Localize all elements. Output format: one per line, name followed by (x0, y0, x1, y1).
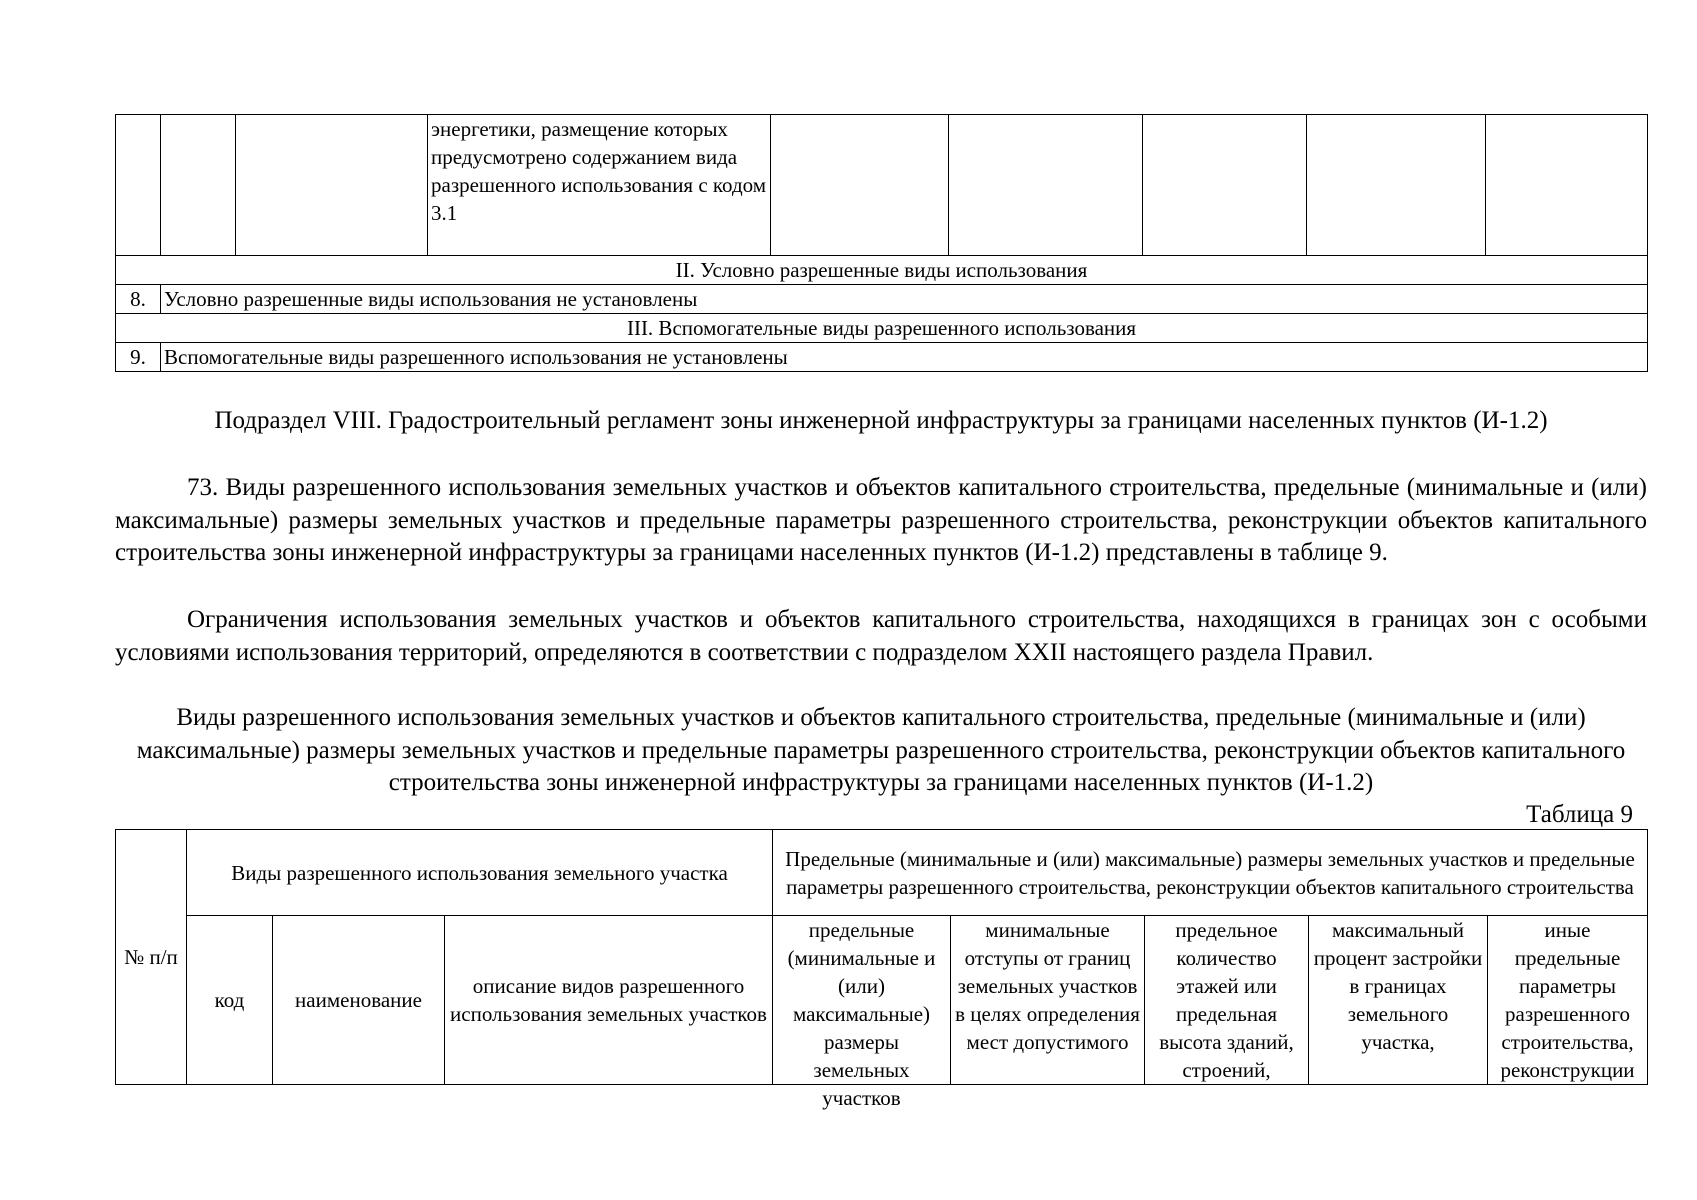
table-row (116, 343, 1648, 372)
table-cell (771, 115, 949, 256)
table-title: Виды разрешенного использования земельных участков и объектов капитального строительства, предельные (минимальные и (или) максимальные) размеры земельных участков и предельные параметры разрешенного строительства, реконструкции объектов капитального строительства зоны инженерной инфраструктуры за границами населенных пунктов (И-1.2) (136, 704, 1626, 796)
table-header-row (116, 830, 1648, 916)
table-cell (1307, 115, 1486, 256)
continued-description-cell: энергетики, размещение которых предусмотрено содержанием вида разрешенного использования с кодом 3.1 (428, 115, 771, 256)
table-cell (1486, 115, 1648, 256)
table-cell (236, 115, 428, 256)
header-floors (1145, 916, 1309, 1085)
row-text: Условно разрешенные виды использования не установлены (161, 285, 1648, 314)
header-num: № п/п (116, 830, 187, 1085)
row-text: Вспомогательные виды разрешенного использования не установлены (161, 343, 1648, 372)
section-heading-auxiliary: III. Вспомогательные виды разрешенного использования (116, 314, 1648, 343)
header-other (1488, 916, 1648, 1085)
header-floors-text: предельное количество этажей или предельная высота зданий, строений, (1159, 918, 1294, 1082)
table-row (116, 314, 1648, 343)
table-row (116, 285, 1648, 314)
header-description: описание видов разрешенного использования земельных участков (445, 916, 773, 1085)
table-9 (115, 829, 1648, 1110)
paragraph-restrictions: Ограничения использования земельных участков и объектов капитального строительства, находящихся в границах зон с особыми условиями использования территорий, определяются в соответствии с подразделом XXII настоящего раздела Правил. (115, 606, 1647, 666)
table-cell (1143, 115, 1307, 256)
header-name: наименование (273, 916, 445, 1085)
row-number: 9. (116, 343, 161, 372)
table-cell (949, 115, 1143, 256)
header-setbacks-text: минимальные отступы от границ земельных участков в целях определения мест допустимого (955, 918, 1140, 1054)
header-other-text: иные предельные параметры разрешенного строительства, реконструкции (1500, 918, 1635, 1082)
paragraph-73: 73. Виды разрешенного использования земельных участков и объектов капитального строительства, предельные (минимальные и (или) максимальные) размеры земельных участков и предельные параметры разрешенного строительства, реконструкции объектов капитального строительства зоны инженерной инфраструктуры за границами населенных пунктов (И-1.2) представлены в таблице 9. (115, 474, 1647, 566)
section-heading-conditional: II. Условно разрешенные виды использования (116, 256, 1648, 285)
header-coverage-text: максимальный процент застройки в границах земельного участка, (1313, 918, 1483, 1054)
subsection-heading: Подраздел VIII. Градостроительный регламент зоны инженерной инфраструктуры за границами населенных пунктов (И-1.2) (214, 407, 1548, 434)
table-cell (161, 115, 236, 256)
header-code: код (187, 916, 273, 1085)
header-group-vri: Виды разрешенного использования земельного участка (187, 830, 773, 916)
table-cell (116, 115, 161, 256)
header-setbacks (951, 916, 1145, 1085)
table-label: Таблица 9 (1526, 801, 1633, 828)
header-sizes (773, 916, 951, 1110)
table-row (116, 115, 1648, 256)
row-number: 8. (116, 285, 161, 314)
header-group-params: Предельные (минимальные и (или) максимальные) размеры земельных участков и предельные параметры разрешенного строительства, реконструкции объектов капитального строительства (773, 830, 1648, 916)
table-header-row (116, 916, 1648, 1085)
header-coverage (1309, 916, 1488, 1085)
table-8-continuation (115, 114, 1648, 372)
table-row (116, 256, 1648, 285)
header-sizes-text: предельные (минимальные и (или) максимальные) размеры земельных участков (787, 918, 936, 1110)
